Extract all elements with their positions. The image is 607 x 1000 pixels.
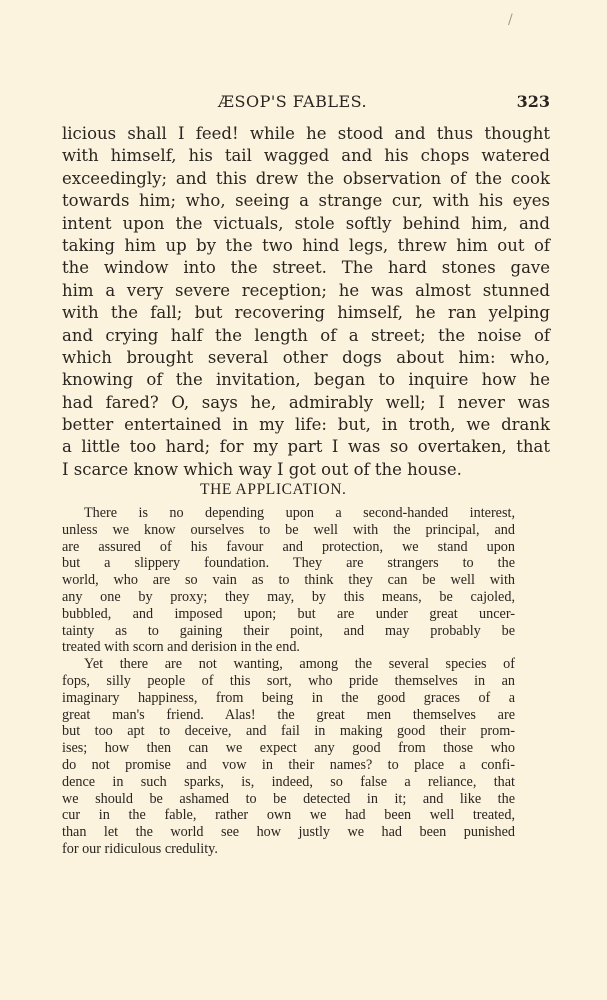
application-line: great man's friend. Alas! the great men themselves are (62, 706, 515, 723)
application-line: There is no depending upon a second-handed interest, (84, 505, 515, 521)
application-line: Yet there are not wanting, among the several species of (84, 656, 515, 673)
corner-mark: / (508, 12, 513, 28)
application-line: but too apt to deceive, and fail in making good their prom- (62, 723, 515, 740)
application-line: cur in the fable, rather own we had been well treated, (62, 807, 515, 824)
fable-line: intent upon the victuals, stole softly behind him, and (62, 213, 550, 233)
application-line: dence in such sparks, is, indeed, so false a reliance, that (62, 773, 515, 790)
application-line: for our ridiculous credulity. (62, 840, 218, 857)
fable-line: knowing of the invitation, began to inquire how he (62, 370, 550, 390)
application-line: we should be ashamed to be detected in it; and like the (62, 790, 515, 807)
section-title: THE APPLICATION. (200, 481, 347, 498)
fable-line: a little too hard; for my part I was so overtaken, that (62, 437, 550, 457)
fable-line: exceedingly; and this drew the observation of the cook (62, 168, 550, 188)
application-text (62, 505, 515, 858)
application-line: are assured of his favour and protection, we stand upon (62, 538, 515, 555)
application-line: any one by proxy; they may, by this means, be cajoled, (62, 588, 515, 605)
fable-line: I scarce know which way I got out of the house. (62, 459, 462, 479)
application-line: tainty as to gaining their point, and may probably be (62, 622, 515, 639)
application-line: bubbled, and imposed upon; but are under great uncer- (62, 605, 515, 622)
fable-line: which brought several other dogs about him: who, (62, 347, 550, 367)
fable-text (62, 123, 550, 481)
fable-line: the window into the street. The hard stones gave (62, 258, 550, 278)
fable-line: better entertained in my life: but, in troth, we drank (62, 415, 550, 435)
fable-line: towards him; who, seeing a strange cur, with his eyes (62, 191, 550, 211)
page-header (62, 92, 550, 114)
fable-line: licious shall I feed! while he stood and thus thought (62, 124, 550, 143)
application-line: but a slippery foundation. They are strangers to the (62, 555, 515, 572)
application-line: treated with scorn and derision in the end. (62, 639, 300, 656)
fable-line: with himself, his tail wagged and his chops watered (62, 146, 550, 166)
running-head: ÆSOP'S FABLES. (218, 92, 368, 111)
fable-line: him a very severe reception; he was almost stunned (62, 280, 550, 300)
page-number: 323 (516, 92, 550, 111)
application-line: ises; how then can we expect any good from those who (62, 740, 515, 757)
fable-line: had fared? O, says he, admirably well; I never was (62, 392, 550, 412)
application-line: imaginary happiness, from being in the good graces of a (62, 689, 515, 706)
fable-line: taking him up by the two hind legs, threw him out of (62, 235, 550, 255)
fable-line: and crying half the length of a street; the noise of (62, 325, 550, 345)
fable-line: with the fall; but recovering himself, he ran yelping (62, 303, 550, 323)
application-line: fops, silly people of this sort, who pride themselves in an (62, 672, 515, 689)
application-line: do not promise and vow in their names? to place a confi- (62, 756, 515, 773)
application-line: than let the world see how justly we had been punished (62, 824, 515, 841)
application-line: unless we know ourselves to be well with the principal, and (62, 521, 515, 538)
application-line: world, who are so vain as to think they can be well with (62, 572, 515, 589)
